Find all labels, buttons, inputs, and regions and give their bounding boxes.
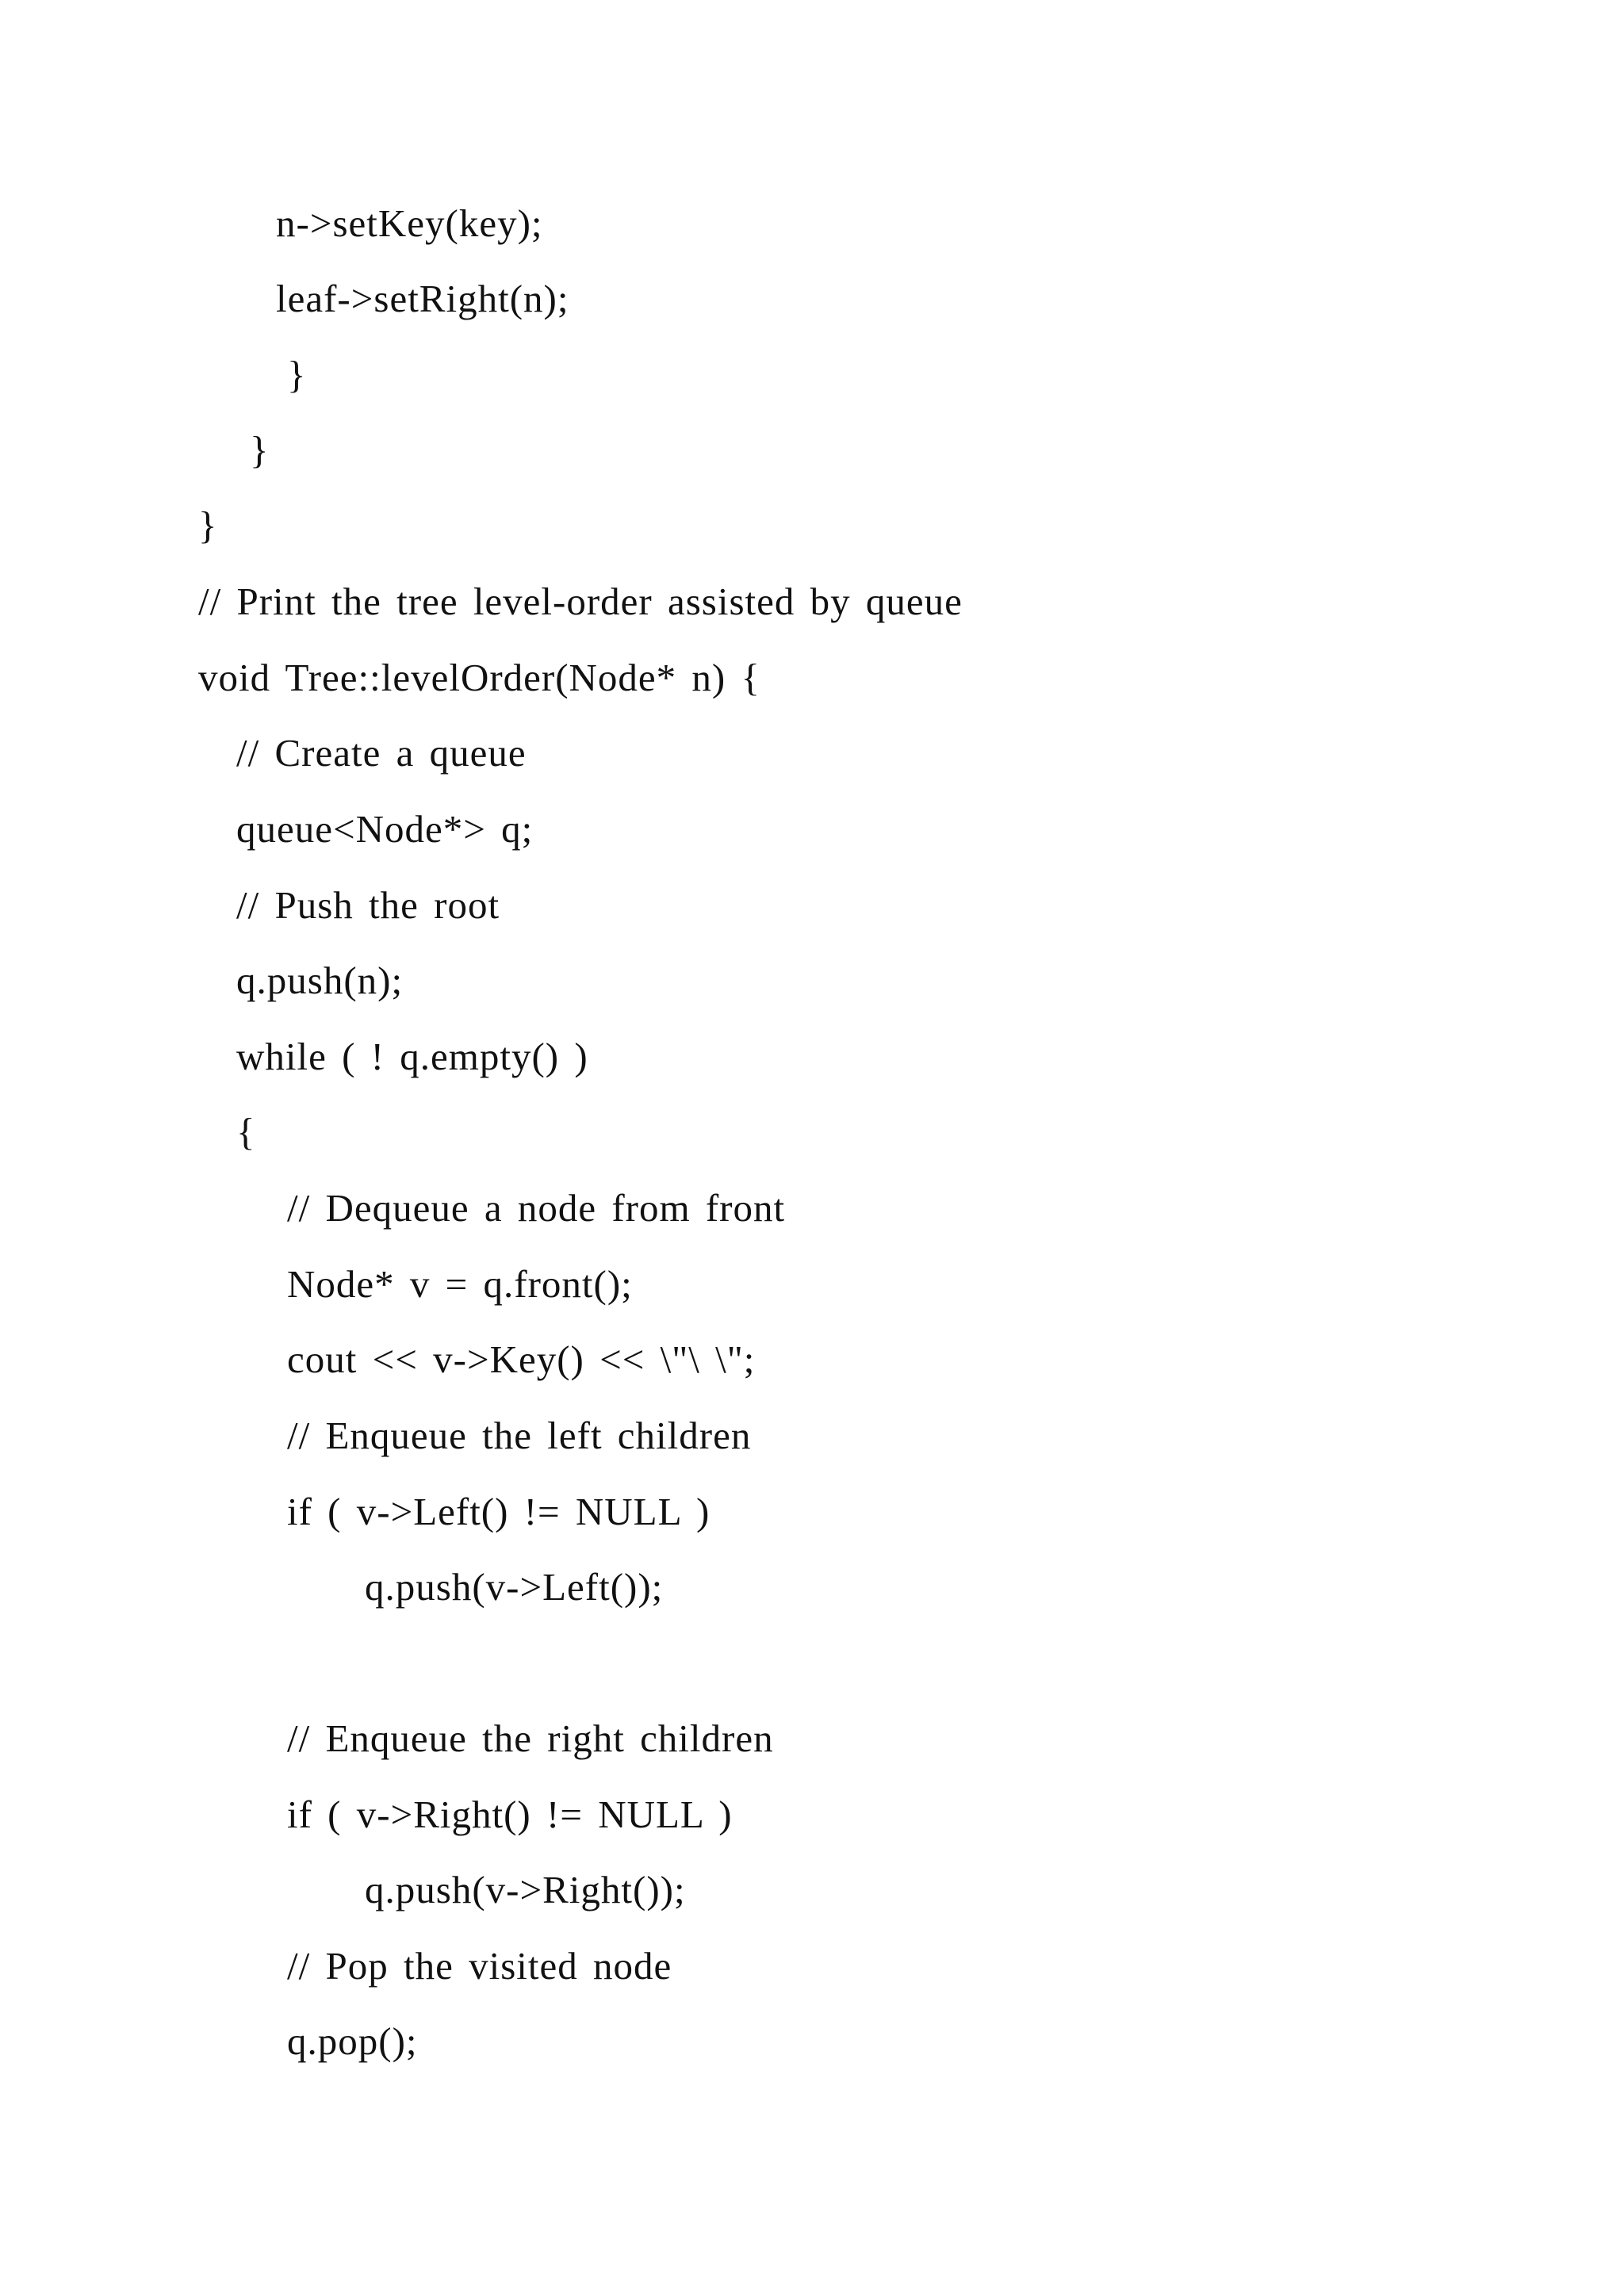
code-line-17: // Enqueue the left children [287,1414,752,1457]
code-line-18: if ( v->Left() != NULL ) [287,1490,710,1533]
code-line-20: // Enqueue the right children [287,1716,774,1760]
code-line-15: Node* v = q.front(); [287,1262,633,1306]
code-line-24: q.pop(); [287,2019,418,2063]
code-line-13: { [236,1110,256,1154]
code-line-5: } [198,503,218,547]
code-line-6: // Print the tree level-order assisted by queue [198,580,963,623]
code-line-19: q.push(v->Left()); [365,1565,664,1609]
code-line-9: queue<Node*> q; [236,807,534,851]
code-line-10: // Push the root [236,883,500,927]
code-line-4: } [250,428,270,472]
code-line-14: // Dequeue a node from front [287,1186,786,1230]
code-line-11: q.push(n); [236,959,404,1002]
code-line-23: // Pop the visited node [287,1944,672,1988]
code-line-21: if ( v->Right() != NULL ) [287,1793,733,1836]
code-line-7: void Tree::levelOrder(Node* n) { [198,656,761,699]
code-line-12: while ( ! q.empty() ) [236,1035,588,1078]
code-line-1: n->setKey(key); [276,201,543,245]
code-line-2: leaf->setRight(n); [276,277,569,320]
code-line-8: // Create a queue [236,731,527,775]
code-line-22: q.push(v->Right()); [365,1868,686,1911]
code-line-3: } [287,353,307,396]
code-line-16: cout << v->Key() << \"\ \"; [287,1337,756,1381]
